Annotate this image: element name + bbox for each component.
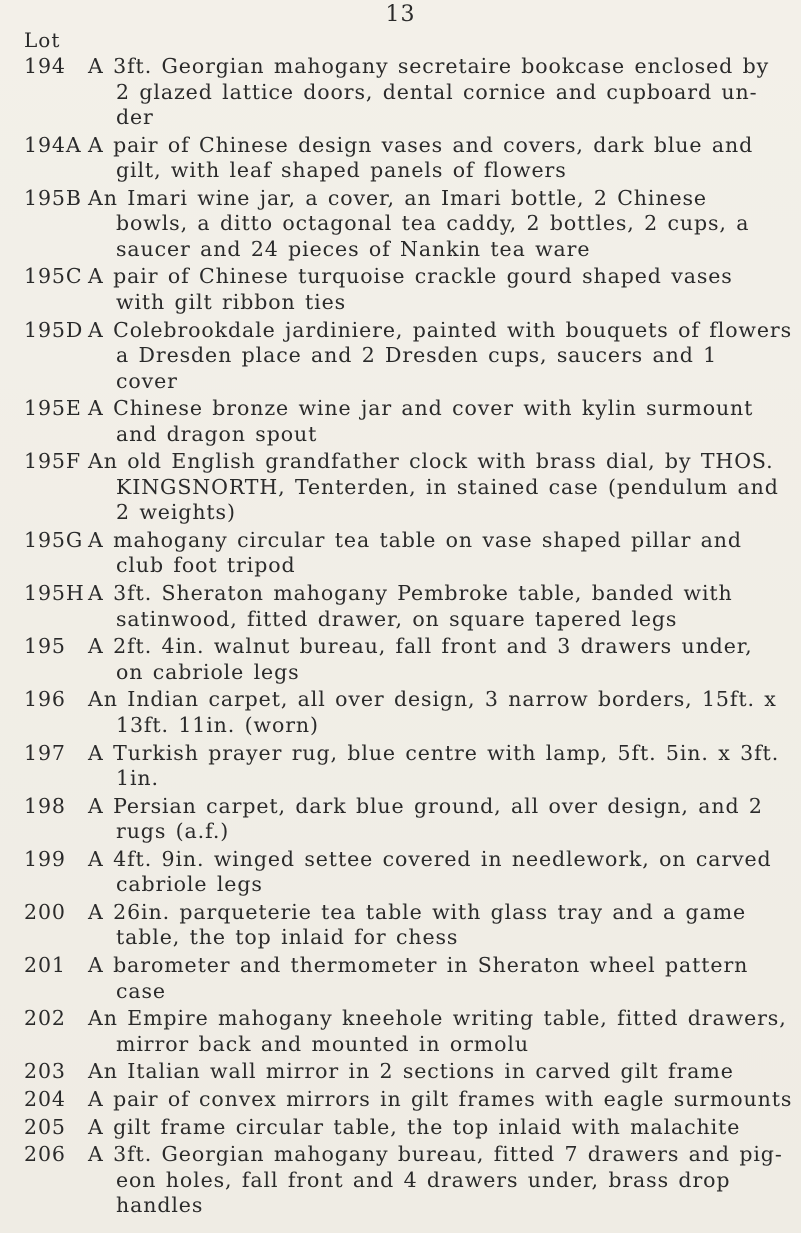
lot-description-line: A pair of convex mirrors in gilt frames with eagle surmounts [88,1087,793,1112]
lot-number: 194 [24,54,66,78]
lot-list [24,54,793,1219]
lot-description-line: 1in. [116,766,159,791]
lot-number: 205 [24,1114,66,1139]
lot-entry [24,1142,784,1219]
lot-number: 195G [24,527,84,552]
lot-number: 194A [24,132,82,157]
lot-description-line: rugs (a.f.) [116,819,230,844]
lot-entry [24,794,784,845]
lot-description [88,396,784,447]
lot-number: 203 [24,1059,66,1084]
lot-entry [24,953,784,1004]
lot-description-line: A pair of Chinese design vases and covers, dark blue and [88,132,754,157]
lot-number: 195D [24,317,84,342]
lot-description-line: An Italian wall mirror in 2 sections in carved gilt frame [88,1059,734,1084]
lot-description [88,794,784,845]
lot-description-line: A 3ft. Georgian mahogany bureau, fitted 7 drawers and pig- [88,1142,783,1167]
lot-description [88,847,784,898]
lot-description [88,900,784,951]
lot-number: 195C [24,264,83,289]
lot-number: 200 [24,899,66,924]
lot-entry [24,396,784,447]
lot-description-line: A 2ft. 4in. walnut bureau, fall front and 3 drawers under, [88,634,753,659]
lot-entry [24,1115,784,1141]
lot-description [88,186,784,263]
lot-description [88,1142,784,1219]
page-number: 13 [385,2,416,27]
lot-description-line: A 3ft. Sheraton mahogany Pembroke table, banded with [88,581,733,606]
lot-number: 199 [24,846,66,871]
lot-entry [24,900,784,951]
lot-description [88,1115,784,1141]
lot-description-line: saucer and 24 pieces of Nankin tea ware [116,236,591,261]
lot-description-line: A 4ft. 9in. winged settee covered in needlework, on carved [88,846,772,871]
lot-entry [24,1059,784,1085]
lot-number: 197 [24,740,66,765]
lot-description-line: A Chinese bronze wine jar and cover with kylin surmount [88,396,754,421]
lot-description-line: bowls, a ditto octagonal tea caddy, 2 bottles, 2 cups, a [116,211,750,236]
lot-entry [24,133,784,184]
lot-number: 206 [24,1142,66,1167]
lot-number: 204 [24,1087,66,1112]
lot-description-line: satinwood, fitted drawer, on square tapered legs [116,606,678,631]
lot-description-line: 2 glazed lattice doors, dental cornice and cupboard un- [116,79,758,104]
lot-description-line: A 26in. parqueterie tea table with glass tray and a game [88,899,747,924]
lot-entry [24,847,784,898]
lot-description-line: An Imari wine jar, a cover, an Imari bottle, 2 Chinese [88,185,707,210]
lot-description [88,741,784,792]
lot-description [88,264,784,315]
lot-entry [24,1087,793,1113]
lot-number: 201 [24,953,66,978]
lot-description [88,1006,787,1057]
lot-entry [24,741,784,792]
lot-entry [24,317,793,395]
lot-description-line: handles [116,1193,204,1218]
lot-number: 198 [24,793,66,818]
lot-description-line: A gilt frame circular table, the top inlaid with malachite [88,1114,741,1139]
lot-description-line: A Colebrookdale jardiniere, painted with bouquets of flowers [88,317,793,342]
lot-description-line: case [116,978,166,1003]
lot-description [88,953,784,1004]
lot-entry [24,54,784,131]
lot-description-line: table, the top inlaid for chess [116,925,459,950]
lot-number: 195H [24,581,85,606]
lot-description [88,449,784,526]
lot-description-line: eon holes, fall front and 4 drawers under, brass drop [116,1167,731,1192]
lot-description-line: A pair of Chinese turquoise crackle gourd shaped vases [88,264,733,289]
lot-description [88,54,784,131]
lot-description [88,581,784,632]
lot-description-line: A mahogany circular tea table on vase shaped pillar and [88,527,742,552]
lot-description [88,634,784,685]
lot-number: 202 [24,1006,66,1031]
lot-entry [24,528,784,579]
lot-description-line: An Indian carpet, all over design, 3 narrow borders, 15ft. x [88,687,777,712]
lot-description-line: with gilt ribbon ties [116,289,347,314]
lot-description-line: and dragon spout [116,421,318,446]
lot-description-line: 2 weights) [116,500,236,525]
lot-description-line: An Empire mahogany kneehole writing table, fitted drawers, [88,1006,787,1031]
lot-entry [24,449,784,526]
lot-description [88,133,784,184]
lot-entry [24,1006,787,1057]
lot-description-line: gilt, with leaf shaped panels of flowers [116,158,567,183]
lot-number: 195E [24,396,82,421]
lot-description-line: club foot tripod [116,553,296,578]
lot-entry [24,687,784,738]
lot-description [88,1087,792,1113]
lot-description-line: on cabriole legs [116,659,300,684]
lot-description [88,528,784,579]
lot-description-line: A Persian carpet, dark blue ground, all over design, and 2 [88,793,763,818]
lot-column-header: Lot [24,28,61,52]
lot-description-line: cover [116,368,178,393]
lot-entry [24,634,784,685]
lot-description-line: A Turkish prayer rug, blue centre with lamp, 5ft. 5in. x 3ft. [88,740,780,765]
lot-description-line: KINGSNORTH, Tenterden, in stained case (pendulum and [116,474,779,499]
lot-entry [24,186,784,263]
lot-number: 195 [24,634,66,659]
lot-description [88,687,784,738]
lot-description-line: mirror back and mounted in ormolu [116,1031,529,1056]
lot-description-line: cabriole legs [116,872,263,897]
lot-entry [24,264,784,315]
lot-description-line: A barometer and thermometer in Sheraton wheel pattern [88,953,749,978]
lot-description-line: 13ft. 11in. (worn) [116,712,319,737]
lot-description [88,1059,784,1085]
lot-description-line: a Dresden place and 2 Dresden cups, saucers and 1 [116,343,718,368]
lot-entry [24,581,784,632]
lot-description-line: A 3ft. Georgian mahogany secretaire bookcase enclosed by [88,54,770,78]
lot-number: 195B [24,185,82,210]
lot-description [88,318,792,395]
lot-number: 196 [24,687,66,712]
lot-number: 195F [24,449,81,474]
lot-description-line: der [116,105,154,129]
lot-description-line: An old English grandfather clock with brass dial, by THOS. [88,449,774,474]
